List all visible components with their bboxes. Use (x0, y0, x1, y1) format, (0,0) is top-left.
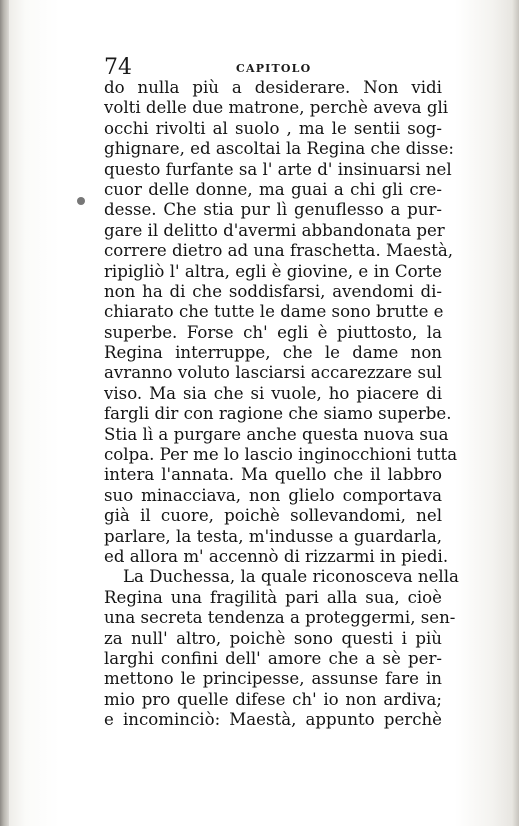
text-line: za null' altro, poichè sono questi i più (104, 628, 442, 648)
text-line: cuor delle donne, ma guai a chi gli cre- (104, 179, 442, 199)
text-line: non ha di che soddisfarsi, avendomi di- (104, 281, 442, 301)
text-line: volti delle due matrone, perchè aveva gli (104, 98, 449, 118)
text-line: ripigliò l' altra, egli è giovine, e in Corte (104, 261, 442, 281)
text-line: questo furfante sa l' arte d' insinuarsi nel (104, 159, 452, 179)
text-line: chiarato che tutte le dame sono brutte e (104, 302, 444, 322)
text-line: mettono le principesse, assunse fare in (104, 669, 442, 689)
text-line: parlare, la testa, m'indusse a guardarla, (104, 526, 442, 546)
paragraph-2 (104, 567, 459, 730)
body-text (104, 78, 459, 731)
text-line: ed allora m' accennò di rizzarmi in piedi. (104, 546, 449, 566)
text-line: gare il delitto d'avermi abbandonata per (104, 220, 445, 240)
page-edge-shadow (512, 0, 519, 826)
text-line: Regina una fragilità pari alla sua, cioè (104, 587, 442, 607)
text-line: do nulla più a desiderare. Non vidi (104, 78, 442, 97)
text-line: intera l'annata. Ma quello che il labbro (104, 465, 442, 485)
text-line: già il cuore, poichè sollevandomi, nel (104, 506, 442, 526)
page-gutter-shadow (0, 0, 9, 826)
ink-spot-mark (77, 197, 85, 205)
text-line: La Duchessa, la quale riconosceva nella (123, 567, 459, 587)
text-line: fargli dir con ragione che siamo superbe. (104, 404, 452, 424)
text-line: correre dietro ad una fraschetta. Maestà, (104, 241, 454, 261)
text-line: superbe. Forse ch' egli è piuttosto, la (104, 322, 442, 342)
text-line: Stia lì a purgare anche questa nuova sua (104, 424, 449, 444)
page-header (104, 56, 444, 80)
page-number: 74 (104, 55, 132, 80)
text-line: occhi rivolti al suolo , ma le sentii sog- (104, 118, 442, 138)
text-line: viso. Ma sia che si vuole, ho piacere di (104, 383, 442, 403)
text-line: una secreta tendenza a proteggermi, sen- (104, 608, 456, 628)
text-line: mio pro quelle difese ch' io non ardiva; (104, 689, 442, 709)
paragraph-1 (104, 78, 458, 567)
text-line: suo minacciava, non glielo comportava (104, 485, 442, 505)
text-line: e incominciò: Maestà, appunto perchè (104, 710, 442, 730)
running-title: CAPITOLO (236, 62, 312, 75)
text-line: larghi confini dell' amore che a sè per- (104, 648, 442, 668)
text-line: Regina interruppe, che le dame non (104, 343, 442, 363)
text-line: ghignare, ed ascoltai la Regina che disse: (104, 139, 455, 159)
text-line: colpa. Per me lo lascio inginocchioni tutta (104, 445, 458, 465)
text-line: avranno voluto lasciarsi accarezzare sul (104, 363, 442, 383)
text-line: desse. Che stia pur lì genuflesso a pur- (104, 200, 442, 220)
